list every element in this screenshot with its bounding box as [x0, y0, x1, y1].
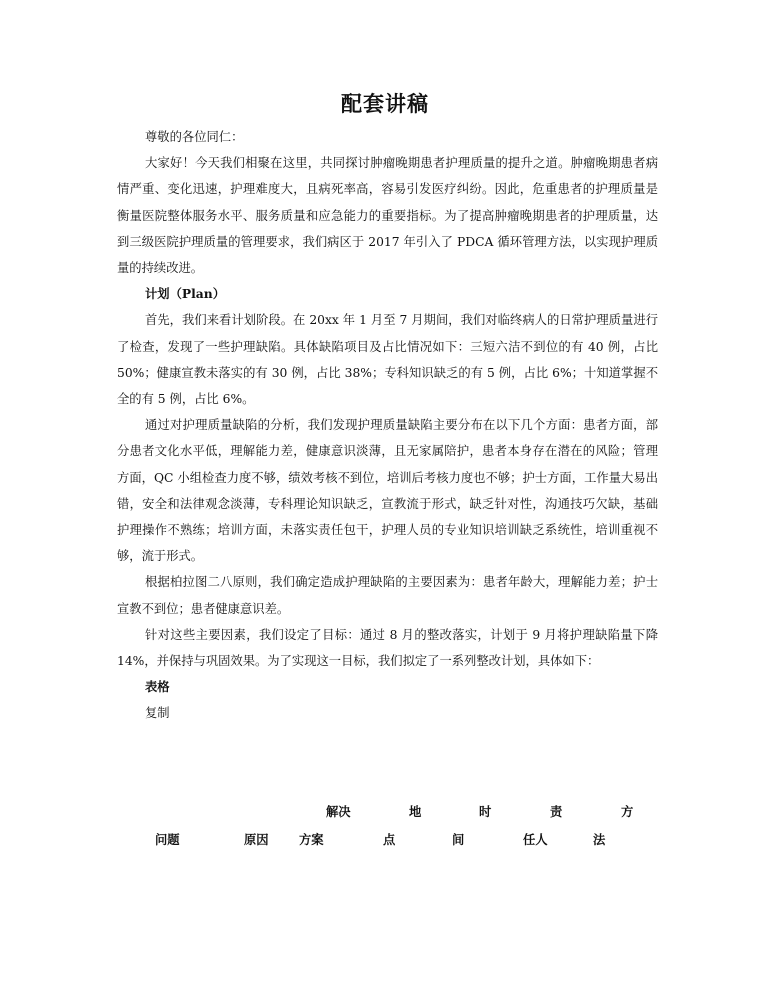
page-title: 配套讲稿 [341, 91, 429, 116]
plan-paragraph-2: 通过对护理质量缺陷的分析，我们发现护理质量缺陷主要分布在以下几个方面：患者方面，部分患者文化水平低，理解能力差，健康意识淡薄，且无家属陪护，患者本身存在潜在的风险；管理方面，QC 小组检查力度不够，绩效考核不到位，培训后考核力度也不够；护士方面，工作量大易出错，安全和法律观念淡薄，专科理论知识缺乏，宣教流于形式，缺乏针对性，沟通技巧欠缺，基础护理操作不熟练；培训方面，未落实责任包干，护理人员的专业知识培训缺乏系统性，培训重视不够，流于形式。 [117, 418, 658, 564]
copy-button[interactable]: 复制 [145, 706, 170, 721]
plan-heading: 计划（Plan） [145, 286, 226, 302]
header-time-bottom: 间 [452, 832, 465, 847]
header-solution-top: 解决 [326, 804, 351, 819]
intro-paragraph: 大家好！今天我们相聚在这里，共同探讨肿瘤晚期患者护理质量的提升之道。肿瘤晚期患者病情严重、变化迅速，护理难度大，且病死率高，容易引发医疗纠纷。因此，危重患者的护理质量是衡量医院整体服务水平、服务质量和应急能力的重要指标。为了提高肿瘤晚期患者的护理质量，达到三级医院护理质量的管理要求，我们病区于 2017 年引入了 PDCA 循环管理方法，以实现护理质量的持续改进。 [117, 156, 658, 276]
plan-paragraph-1: 首先，我们来看计划阶段。在 20xx 年 1 月至 7 月期间，我们对临终病人的日常护理质量进行了检查，发现了一些护理缺陷。具体缺陷项目及占比情况如下：三短六洁不到位的有 40 例，占比 50%；健康宣教未落实的有 30 例，占比 38%；专科知识缺乏的有 5 例，占比 6%；十知道掌握不全的有 5 例，占比 6%。 [117, 313, 658, 407]
header-place-bottom: 点 [383, 832, 396, 847]
document-body [117, 124, 658, 727]
header-method-top: 方 [621, 804, 634, 819]
plan-paragraph-3: 根据柏拉图二八原则，我们确定造成护理缺陷的主要因素为：患者年龄大，理解能力差；护士宣教不到位；患者健康意识差。 [117, 575, 658, 616]
header-owner-bottom: 任人 [523, 832, 548, 847]
header-solution-bottom: 方案 [299, 832, 324, 847]
table-label: 表格 [145, 679, 170, 695]
header-time-top: 时 [479, 804, 492, 819]
greeting: 尊敬的各位同仁： [145, 130, 244, 144]
header-place-top: 地 [409, 804, 422, 819]
plan-table-header [117, 796, 658, 856]
header-issue: 问题 [155, 832, 180, 847]
header-owner-top: 责 [550, 804, 563, 819]
header-method-bottom: 法 [593, 832, 606, 847]
plan-paragraph-4: 针对这些主要因素，我们设定了目标：通过 8 月的整改落实，计划于 9 月将护理缺陷量下降 14%，并保持与巩固效果。为了实现这一目标，我们拟定了一系列整改计划，具体如下： [117, 627, 658, 669]
header-cause: 原因 [244, 832, 269, 847]
